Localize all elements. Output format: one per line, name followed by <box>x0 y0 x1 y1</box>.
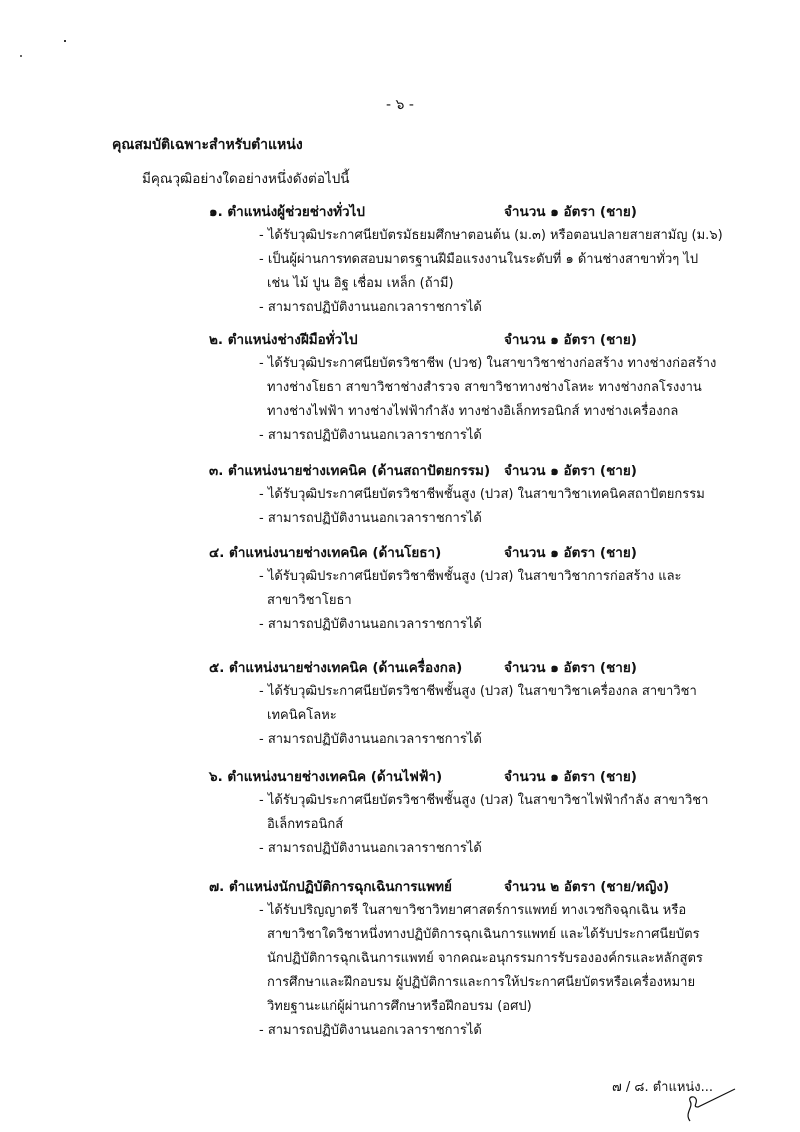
requirement-line: สาขาวิชาโยธา <box>267 593 352 608</box>
requirement-line: วิทยฐานะแก่ผู้ผ่านการศึกษาหรือฝึกอบรม (อศป) <box>267 999 532 1014</box>
position-heading: ๗. ตำแหน่งนักปฏิบัติการฉุกเฉินการแพทย์ <box>209 879 452 895</box>
requirement-line: เทคนิคโลหะ <box>267 708 337 723</box>
requirement-line: ทางช่างโยธา สาขาวิชาช่างสำรวจ สาขาวิชาทางช่างโลหะ ทางช่างกลโรงงาน <box>267 380 702 395</box>
requirement-line: การศึกษาและฝึกอบรม ผู้ปฏิบัติการและการให้ประกาศนียบัตรหรือเครื่องหมาย <box>267 975 696 990</box>
requirements <box>209 565 769 637</box>
position-item <box>209 541 769 637</box>
position-quota: จำนวน ๑ อัตรา (ชาย) <box>504 332 637 348</box>
requirements <box>209 483 769 531</box>
position-quota: จำนวน ๑ อัตรา (ชาย) <box>504 204 637 220</box>
position-quota: จำนวน ๒ อัตรา (ชาย/หญิง) <box>504 879 670 895</box>
requirement-line: - ได้รับปริญญาตรี ในสาขาวิชาวิทยาศาสตร์การแพทย์ ทางเวชกิจฉุกเฉิน หรือ <box>259 903 687 918</box>
section-title: คุณสมบัติเฉพาะสำหรับตำแหน่ง <box>112 137 303 153</box>
requirement-line: - ได้รับวุฒิประกาศนียบัตรวิชาชีพชั้นสูง (ปวส) ในสาขาวิชาไฟฟ้ากำลัง สาขาวิชา <box>259 793 709 808</box>
position-heading: ๕. ตำแหน่งนายช่างเทคนิค (ด้านเครื่องกล) <box>209 660 463 676</box>
requirement-line: - สามารถปฏิบัติงานนอกเวลาราชการได้ <box>259 511 482 526</box>
continuation-note: ๗ / ๘. ตำแหน่ง... <box>612 1080 714 1095</box>
scan-speck <box>20 55 22 57</box>
position-quota: จำนวน ๑ อัตรา (ชาย) <box>504 660 637 676</box>
requirement-line: - ได้รับวุฒิประกาศนียบัตรมัธยมศึกษาตอนต้น (ม.๓) หรือตอนปลายสายสามัญ (ม.๖) <box>259 228 723 243</box>
requirement-line: - เป็นผู้ผ่านการทดสอบมาตรฐานฝีมือแรงงานในระดับที่ ๑ ด้านช่างสาขาทั่วๆ ไป <box>259 252 699 267</box>
requirement-line: - ได้รับวุฒิประกาศนียบัตรวิชาชีพ (ปวช) ในสาขาวิชาช่างก่อสร้าง ทางช่างก่อสร้าง <box>259 356 717 371</box>
position-heading: ๒. ตำแหน่งช่างฝีมือทั่วไป <box>209 332 358 348</box>
requirement-line: - สามารถปฏิบัติงานนอกเวลาราชการได้ <box>259 300 482 315</box>
requirements <box>209 789 769 861</box>
requirements <box>209 224 769 320</box>
requirement-line: - ได้รับวุฒิประกาศนียบัตรวิชาชีพชั้นสูง (ปวส) ในสาขาวิชาเทคนิคสถาปัตยกรรม <box>259 487 705 502</box>
page-number: - ๖ - <box>386 97 414 113</box>
signature-icon <box>680 1085 740 1125</box>
position-quota: จำนวน ๑ อัตรา (ชาย) <box>504 463 637 479</box>
requirement-line: เช่น ไม้ ปูน อิฐ เชื่อม เหล็ก (ถ้ามี) <box>267 276 454 291</box>
position-heading: ๓. ตำแหน่งนายช่างเทคนิค (ด้านสถาปัตยกรรม) <box>209 463 491 479</box>
requirement-line: - สามารถปฏิบัติงานนอกเวลาราชการได้ <box>259 1023 482 1038</box>
scan-speck <box>64 40 66 42</box>
requirement-line: - สามารถปฏิบัติงานนอกเวลาราชการได้ <box>259 617 482 632</box>
requirements <box>209 352 769 448</box>
position-quota: จำนวน ๑ อัตรา (ชาย) <box>504 545 637 561</box>
position-heading: ๔. ตำแหน่งนายช่างเทคนิค (ด้านโยธา) <box>209 545 442 561</box>
position-item <box>209 765 769 861</box>
requirements <box>209 899 769 1043</box>
requirement-line: - สามารถปฏิบัติงานนอกเวลาราชการได้ <box>259 428 482 443</box>
position-quota: จำนวน ๑ อัตรา (ชาย) <box>504 769 637 785</box>
requirement-line: - สามารถปฏิบัติงานนอกเวลาราชการได้ <box>259 841 482 856</box>
position-item <box>209 656 769 752</box>
requirement-line: - ได้รับวุฒิประกาศนียบัตรวิชาชีพชั้นสูง (ปวส) ในสาขาวิชาเครื่องกล สาขาวิชา <box>259 684 697 699</box>
requirement-line: สาขาวิชาใดวิชาหนึ่งทางปฏิบัติการฉุกเฉินการแพทย์ และได้รับประกาศนียบัตร <box>267 927 700 942</box>
position-heading: ๖. ตำแหน่งนายช่างเทคนิค (ด้านไฟฟ้า) <box>209 769 443 785</box>
requirement-line: - ได้รับวุฒิประกาศนียบัตรวิชาชีพชั้นสูง (ปวส) ในสาขาวิชาการก่อสร้าง และ <box>259 569 682 584</box>
position-heading: ๑. ตำแหน่งผู้ช่วยช่างทั่วไป <box>209 204 365 220</box>
requirement-line: อิเล็กทรอนิกส์ <box>267 817 344 832</box>
section-intro: มีคุณวุฒิอย่างใดอย่างหนึ่งดังต่อไปนี้ <box>142 171 350 187</box>
requirement-line: - สามารถปฏิบัติงานนอกเวลาราชการได้ <box>259 732 482 747</box>
requirement-line: นักปฏิบัติการฉุกเฉินการแพทย์ จากคณะอนุกรรมการรับรององค์กรและหลักสูตร <box>267 951 703 966</box>
position-item <box>209 200 769 320</box>
requirement-line: ทางช่างไฟฟ้า ทางช่างไฟฟ้ากำลัง ทางช่างอิเล็กทรอนิกส์ ทางช่างเครื่องกล <box>267 404 679 419</box>
position-item <box>209 328 769 448</box>
requirements <box>209 680 769 752</box>
position-item <box>209 875 769 1043</box>
position-item <box>209 459 769 531</box>
